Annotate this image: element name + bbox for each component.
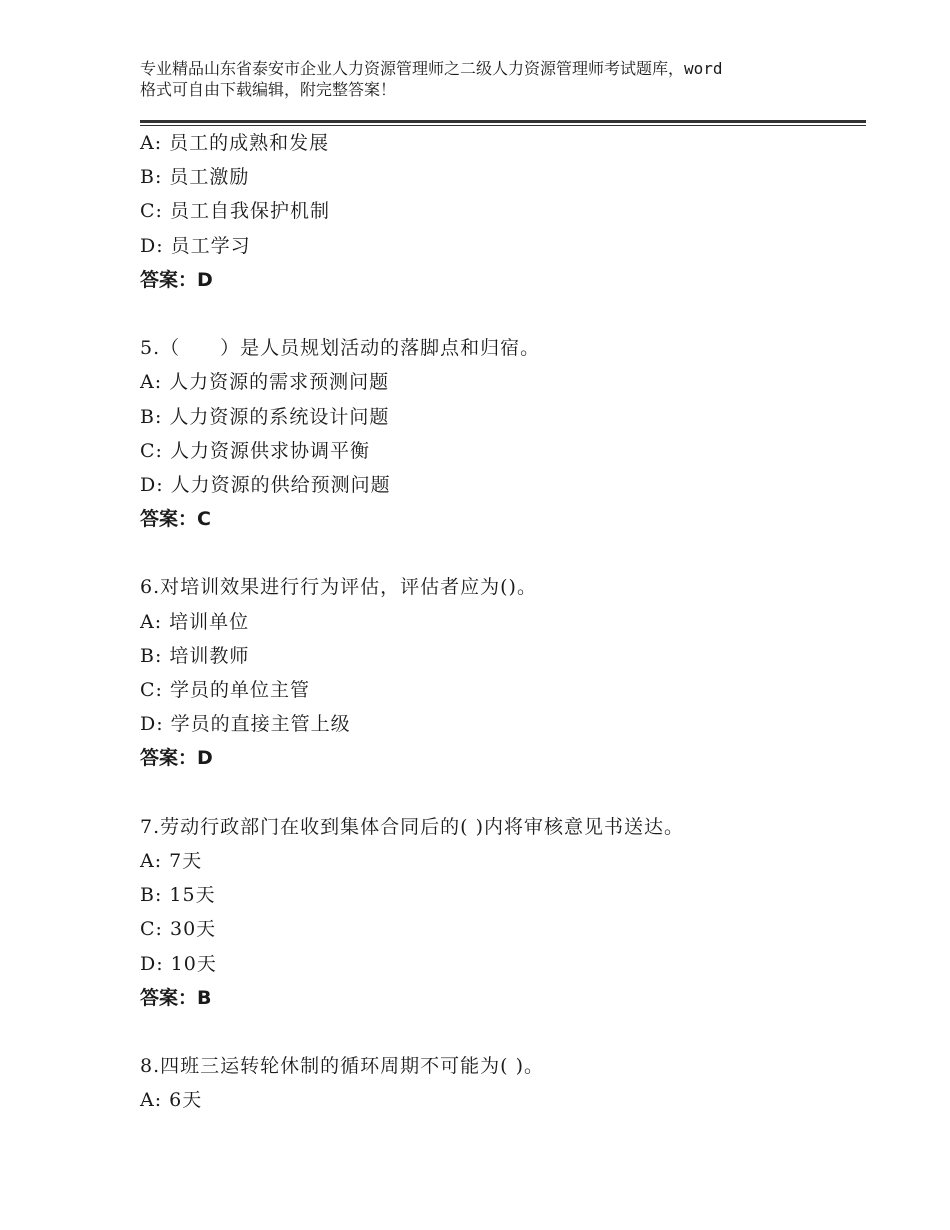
option-b: B: 员工激励 bbox=[140, 166, 250, 189]
question-stem: 7.劳动行政部门在收到集体合同后的( )内将审核意见书送达。 bbox=[140, 815, 684, 838]
option-b: B: 人力资源的系统设计问题 bbox=[140, 405, 390, 428]
option-c: C: 人力资源供求协调平衡 bbox=[140, 439, 370, 462]
option-a: A: 员工的成熟和发展 bbox=[140, 132, 330, 154]
question-block bbox=[140, 810, 860, 1015]
question-gap bbox=[140, 776, 860, 810]
option-d: D: 人力资源的供给预测问题 bbox=[140, 473, 391, 496]
header-title-line-1: 专业精品山东省泰安市企业人力资源管理师之二级人力资源管理师考试题库，word bbox=[140, 59, 723, 78]
option-a: A: 人力资源的需求预测问题 bbox=[140, 371, 390, 394]
option-c: C: 员工自我保护机制 bbox=[140, 200, 330, 223]
answer-line: 答案：B bbox=[140, 986, 212, 1009]
question-gap bbox=[140, 1015, 860, 1049]
question-block bbox=[140, 570, 860, 775]
option-a: A: 6天 bbox=[140, 1089, 203, 1112]
question-stem: 8.四班三运转轮休制的循环周期不可能为( )。 bbox=[140, 1055, 544, 1078]
option-a: A: 培训单位 bbox=[140, 610, 250, 633]
option-d: D: 员工学习 bbox=[140, 234, 251, 257]
answer-line: 答案：D bbox=[140, 747, 213, 770]
answer-line: 答案：C bbox=[140, 508, 211, 531]
question-block bbox=[140, 126, 860, 297]
option-a: A: 7天 bbox=[140, 849, 203, 872]
answer-line: 答案：D bbox=[140, 268, 213, 291]
option-b: B: 培训教师 bbox=[140, 644, 250, 667]
question-gap bbox=[140, 536, 860, 570]
option-d: D: 学员的直接主管上级 bbox=[140, 713, 351, 736]
question-block bbox=[140, 1049, 860, 1117]
question-block bbox=[140, 331, 860, 536]
page-header bbox=[140, 58, 840, 100]
header-divider bbox=[140, 120, 866, 123]
option-b: B: 15天 bbox=[140, 884, 216, 907]
question-list bbox=[140, 126, 860, 1117]
question-stem: 6.对培训效果进行行为评估，评估者应为()。 bbox=[140, 576, 537, 599]
option-d: D: 10天 bbox=[140, 952, 217, 975]
option-c: C: 30天 bbox=[140, 918, 217, 941]
header-title-line-2: 格式可自由下载编辑，附完整答案！ bbox=[140, 80, 397, 99]
question-gap bbox=[140, 297, 860, 331]
option-c: C: 学员的单位主管 bbox=[140, 679, 310, 701]
question-stem: 5.（ ）是人员规划活动的落脚点和归宿。 bbox=[140, 337, 541, 360]
